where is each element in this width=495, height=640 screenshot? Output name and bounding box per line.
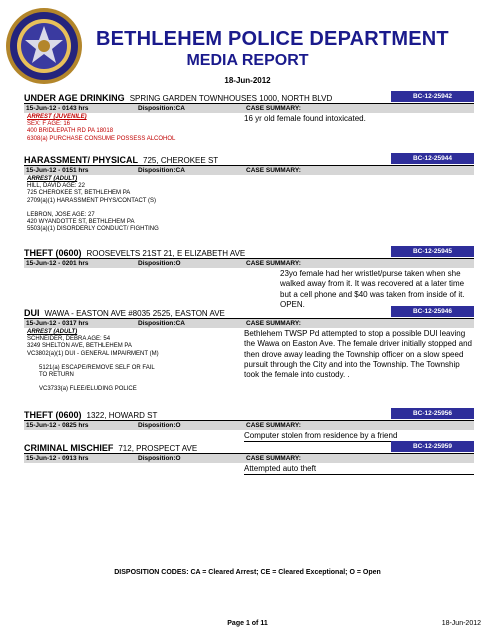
case-summary-label: CASE SUMMARY: [246,105,301,112]
case-summary-label: CASE SUMMARY: [246,455,301,462]
incident-header [24,308,474,319]
arrest-details [27,114,232,143]
arrest-detail-line: 5503(a)(1) DISORDERLY CONDUCT/ FIGHTING [27,226,159,233]
incident-type-line [24,308,225,318]
incident-type-line [24,410,157,420]
incident-datetime: 15-Jun-12 - 0201 hrs [26,260,89,267]
arrest-detail-line: 6308(a) PURCHASE CONSUME POSSESS ALCOHOL [27,135,176,142]
incident-type: THEFT (0600) [24,248,82,258]
details-spacer [27,358,232,365]
details-spacer [27,379,232,386]
case-summary-text: 16 yr old female found intoxicated. [244,114,366,123]
incident-type: DUI [24,308,40,318]
report-date: 18-Jun-2012 [224,76,271,85]
arrest-detail-line: 400 BRIDLEPATH RD PA 18018 [27,128,114,135]
case-number-badge: BC-12-25942 [391,91,474,102]
arrest-heading: ARREST (ADULT) [27,176,78,182]
incident-record [24,443,474,473]
incident-subheader [24,166,474,175]
arrest-detail-line: HILL, DAVID AGE: 22 [27,183,85,190]
case-summary-text: Bethlehem TWSP Pd attempted to stop a possible DUI leaving the Wawa on Easton Ave. The female driver initially stopped and then drove away leading the Township officer on a slow speed pursuit through the City and into the Township. The Township took the female into custody. . [244,329,472,380]
incident-type: CRIMINAL MISCHIEF [24,443,114,453]
incident-disposition: Disposition:CA [138,320,185,327]
case-summary-text: Attempted auto theft [244,464,474,475]
incident-type: THEFT (0600) [24,410,82,420]
incident-location: 712, PROSPECT AVE [118,444,198,453]
incident-header [24,248,474,259]
incident-location: WAWA - EASTON AVE #8035 2525, EASTON AVE [44,309,225,318]
case-summary-text: Computer stolen from residence by a friend [244,431,474,442]
footer-date: 18-Jun-2012 [441,620,481,627]
incident-location: ROOSEVELTS 21ST 21, E ELIZABETH AVE [86,249,246,258]
case-summary-label: CASE SUMMARY: [246,167,301,174]
case-summary-text: 23yo female had her wristlet/purse taken when she walked away from it. It was recovered at a later time but a cell phone and $40 was taken from inside of it. OPEN. [280,269,465,309]
arrest-heading: ARREST (ADULT) [27,329,78,335]
case-number-badge: BC-12-25956 [391,408,474,419]
page-number: Page 1 of 11 [227,620,268,627]
department-title: BETHLEHEM POLICE DEPARTMENT [96,28,449,50]
incident-subheader [24,104,474,113]
incident-location: 725, CHEROKEE ST [143,156,219,165]
case-number-badge: BC-12-25945 [391,246,474,257]
incident-disposition: Disposition:O [138,455,181,462]
case-summary-label: CASE SUMMARY: [246,260,301,267]
arrest-details [27,329,232,393]
incident-header [24,93,474,104]
arrest-detail-line: 2709(a)(1) HARASSMENT PHYS/CONTACT (S) [27,197,157,204]
incident-record [24,308,474,393]
incident-type: HARASSMENT/ PHYSICAL [24,155,139,165]
arrest-heading: ARREST (JUVENILE) [27,114,87,120]
arrest-detail-line: 725 CHEROKEE ST, BETHLEHEM PA [27,190,131,197]
disposition-codes-legend: DISPOSITION CODES: CA = Cleared Arrest; CE = Cleared Exceptional; O = Open [114,569,381,576]
case-summary-label: CASE SUMMARY: [246,422,301,429]
incident-subheader [24,319,474,328]
incident-type: UNDER AGE DRINKING [24,93,125,103]
incident-subheader [24,454,474,463]
case-number-badge: BC-12-25944 [391,153,474,164]
arrest-detail-line: SCHNEIDER, DEBRA AGE: 54 [27,336,111,343]
incident-disposition: Disposition:O [138,422,181,429]
arrest-detail-line: VC3733(a) FLEE/ELUDING POLICE [39,386,137,393]
incident-type-line [24,443,197,453]
case-summary-label: CASE SUMMARY: [246,320,301,327]
arrest-detail-line: 420 WYANDOTTE ST, BETHLEHEM PA [27,219,135,226]
incident-header [24,410,474,421]
police-seal-icon [4,6,84,86]
incident-location: SPRING GARDEN TOWNHOUSES 1000, NORTH BLVD [129,94,333,103]
incident-subheader [24,259,474,268]
case-number-badge: BC-12-25946 [391,306,474,317]
incident-datetime: 15-Jun-12 - 0151 hrs [26,167,89,174]
incident-location: 1322, HOWARD ST [86,411,158,420]
incident-header [24,155,474,166]
arrest-details [27,176,232,233]
incident-subheader [24,421,474,430]
incident-header [24,443,474,454]
report-title: MEDIA REPORT [186,52,309,69]
incident-type-line [24,93,332,103]
incident-disposition: Disposition:O [138,260,181,267]
incident-datetime: 15-Jun-12 - 0317 hrs [26,320,89,327]
arrest-detail-line: VC3802(a)(1) DUI - GENERAL IMPAIRMENT (M) [27,350,159,357]
incident-record [24,410,474,440]
arrest-detail-line: LEBRON, JOSE AGE: 27 [27,211,95,218]
arrest-detail-line: 3249 SHELTON AVE, BETHLEHEM PA [27,343,132,350]
incident-datetime: 15-Jun-12 - 0913 hrs [26,455,89,462]
incident-record [24,248,474,309]
arrest-detail-line: 5121(a) ESCAPE/REMOVE SELF OR FAIL TO RETURN [39,364,155,379]
incident-disposition: Disposition:CA [138,105,185,112]
incident-type-line [24,248,245,258]
case-number-badge: BC-12-25959 [391,441,474,452]
incident-type-line [24,155,218,165]
arrest-detail-line: SEX: F AGE: 16 [27,121,71,128]
incident-record [24,93,474,142]
incident-record [24,155,474,233]
details-spacer [27,205,232,212]
incident-datetime: 15-Jun-12 - 0143 hrs [26,105,89,112]
incident-disposition: Disposition:CA [138,167,185,174]
incident-datetime: 15-Jun-12 - 0825 hrs [26,422,89,429]
